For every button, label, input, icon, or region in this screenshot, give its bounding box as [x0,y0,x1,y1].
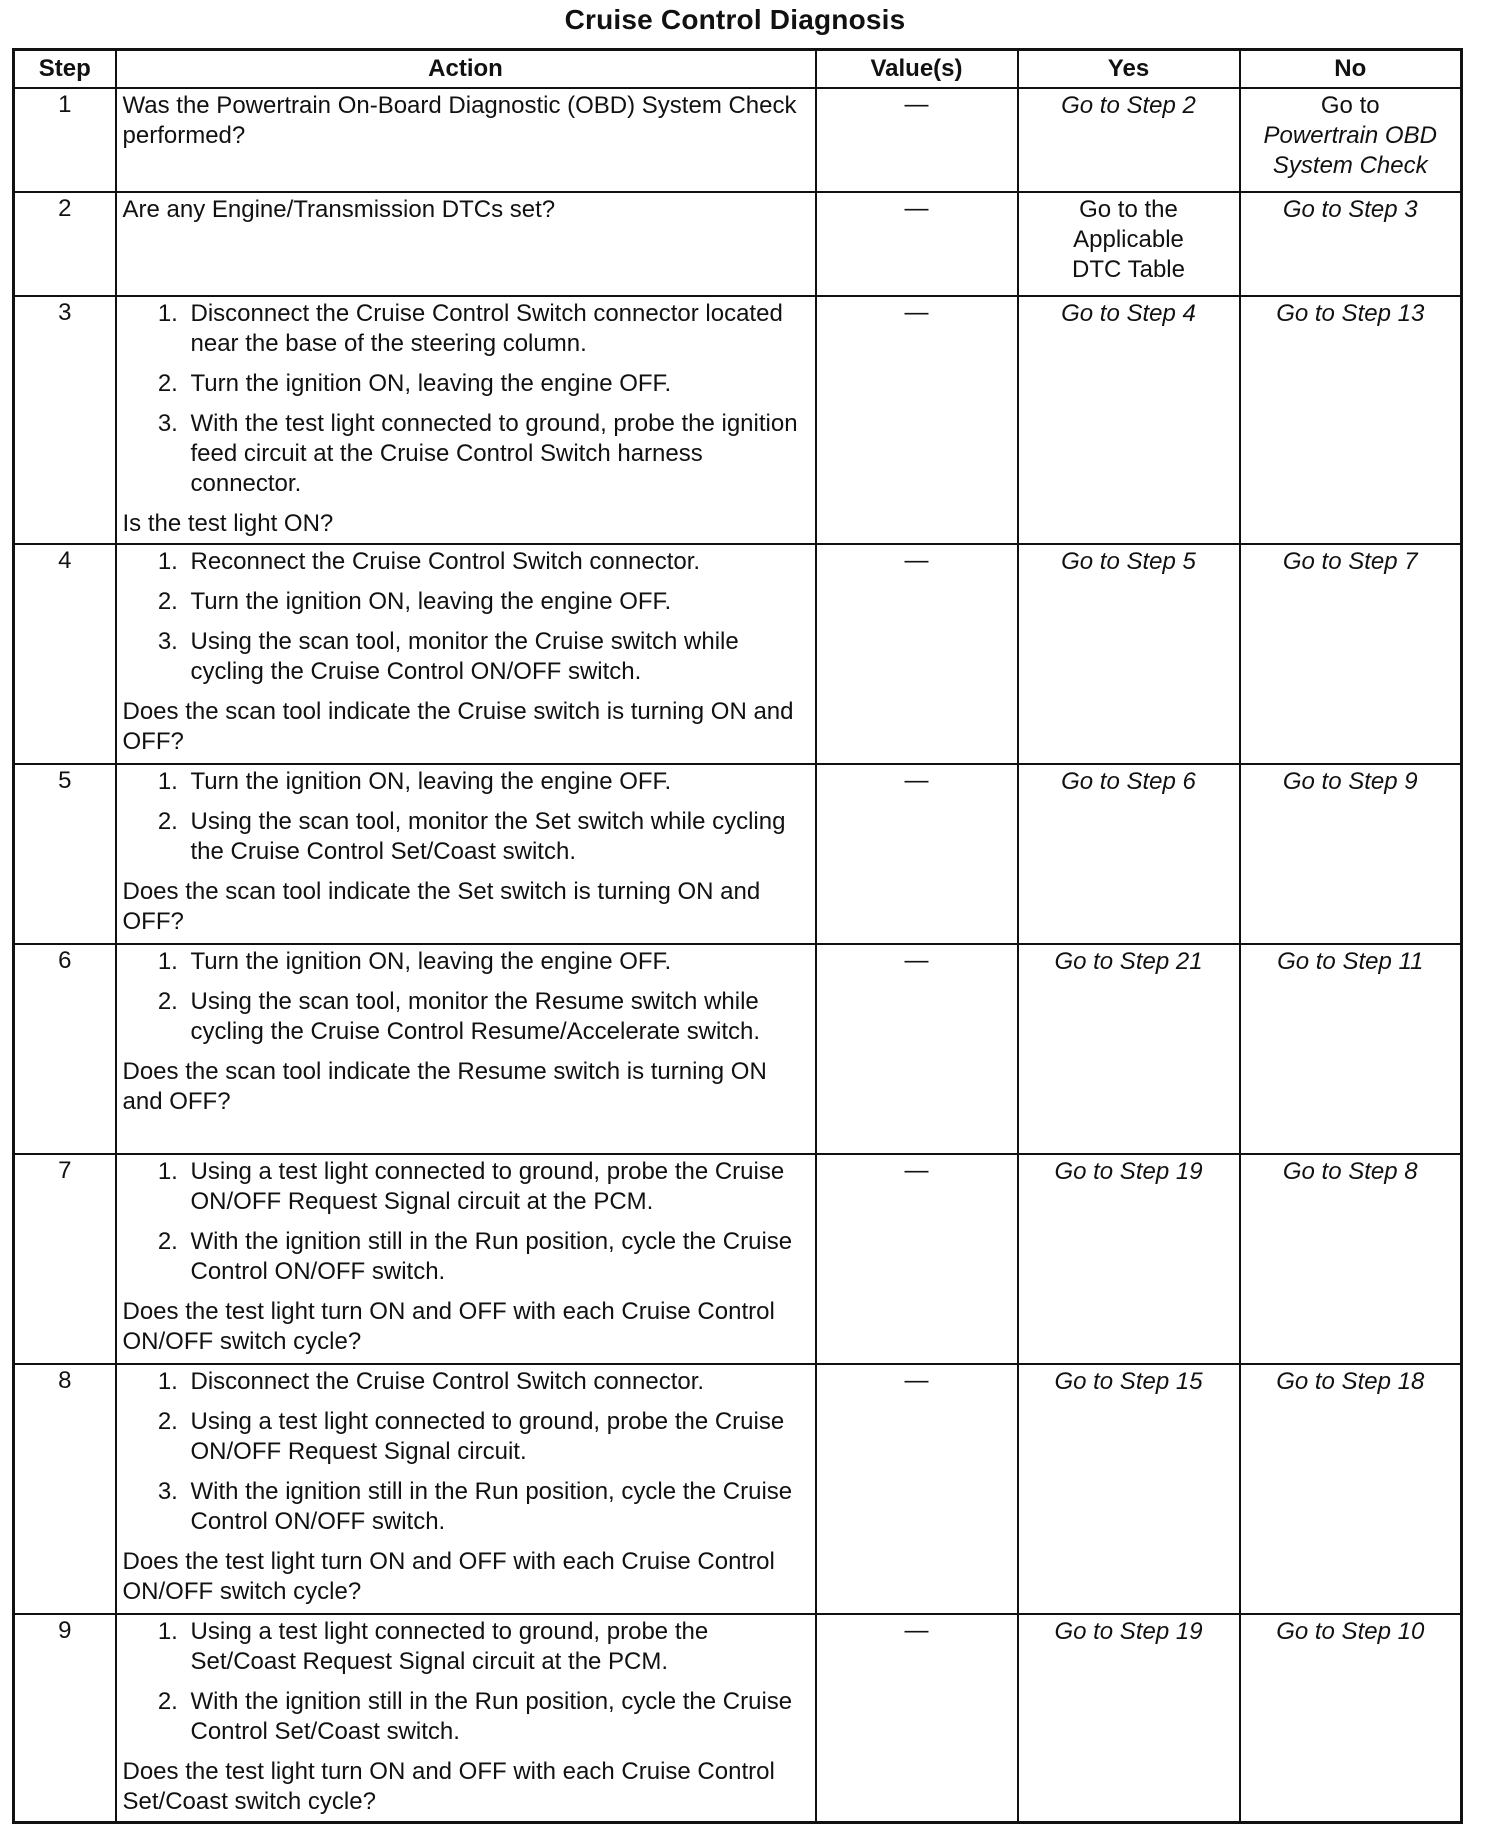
substep: 3. Using the scan tool, monitor the Cruise switch while cycling the Cruise Control ON/OFF switch. [185,627,809,687]
table-row [14,1154,1462,1364]
header-values: Value(s) [816,50,1018,89]
substep: 1. Reconnect the Cruise Control Switch connector. [185,547,809,577]
step-number: 6 [14,944,116,1154]
step-number: 8 [14,1364,116,1614]
substep: 1. Turn the ignition ON, leaving the engine OFF. [185,947,809,977]
table-row [14,944,1462,1154]
substep: 3. With the ignition still in the Run position, cycle the Cruise Control ON/OFF switch. [185,1477,809,1537]
substep: 2. With the ignition still in the Run position, cycle the Cruise Control ON/OFF switch. [185,1227,809,1287]
header-row [14,50,1462,89]
action-question: Are any Engine/Transmission DTCs set? [122,196,556,223]
yes-cell: Go to the Applicable DTC Table [1018,192,1240,296]
diagnosis-table [12,48,1463,1824]
header-yes: Yes [1018,50,1240,89]
value-cell: — [816,88,1018,192]
action-cell [116,296,816,544]
value-cell: — [816,544,1018,764]
no-cell: Go to Step 10 [1240,1614,1462,1822]
action-question: Is the test light ON? [122,510,334,537]
table-row [14,192,1462,296]
step-number: 1 [14,88,116,192]
yes-cell: Go to Step 4 [1018,296,1240,544]
action-cell [116,944,816,1154]
header-step: Step [14,50,116,89]
no-cell: Go to Step 3 [1240,192,1462,296]
value-cell: — [816,1614,1018,1822]
page-title: Cruise Control Diagnosis [564,4,906,35]
substep: 1. Using a test light connected to ground, probe the Cruise ON/OFF Request Signal circuit at the PCM. [185,1157,809,1217]
value-cell: — [816,764,1018,944]
table-row [14,88,1462,192]
substep-list [123,547,809,687]
header-no: No [1240,50,1462,89]
table-row [14,764,1462,944]
substep: 1. Turn the ignition ON, leaving the engine OFF. [185,767,809,797]
substep: 2. Turn the ignition ON, leaving the engine OFF. [185,587,809,617]
substep: 1. Using a test light connected to ground, probe the Set/Coast Request Signal circuit at the PCM. [185,1617,809,1677]
no-cell: Go to Step 13 [1240,296,1462,544]
yes-cell: Go to Step 6 [1018,764,1240,944]
no-cell: Go to Step 11 [1240,944,1462,1154]
action-cell [116,1364,816,1614]
substep: 2. Using the scan tool, monitor the Set switch while cycling the Cruise Control Set/Coast switch. [185,807,809,867]
action-question: Does the scan tool indicate the Cruise switch is turning ON and OFF? [122,698,794,755]
no-cell: Go to Step 7 [1240,544,1462,764]
yes-cell: Go to Step 5 [1018,544,1240,764]
yes-cell: Go to Step 15 [1018,1364,1240,1614]
table-row [14,1364,1462,1614]
yes-cell: Go to Step 21 [1018,944,1240,1154]
action-question: Was the Powertrain On-Board Diagnostic (OBD) System Check performed? [122,92,797,149]
substep-list [123,1617,809,1747]
header-action: Action [116,50,816,89]
no-cell [1240,88,1462,192]
table-row [14,296,1462,544]
value-cell: — [816,296,1018,544]
table-row [14,1614,1462,1822]
no-cell: Go to Step 9 [1240,764,1462,944]
substep: 3. With the test light connected to ground, probe the ignition feed circuit at the Cruise Control Switch harness connector. [185,409,809,499]
step-number: 7 [14,1154,116,1364]
action-cell [116,1614,816,1822]
action-cell [116,1154,816,1364]
yes-cell: Go to Step 2 [1018,88,1240,192]
action-cell [116,764,816,944]
step-number: 3 [14,296,116,544]
no-cell: Go to Step 18 [1240,1364,1462,1614]
substep: 2. With the ignition still in the Run position, cycle the Cruise Control Set/Coast switch. [185,1687,809,1747]
action-question: Does the test light turn ON and OFF with each Cruise Control ON/OFF switch cycle? [122,1298,775,1355]
substep: 2. Using the scan tool, monitor the Resume switch while cycling the Cruise Control Resume/Accelerate switch. [185,987,809,1047]
yes-cell: Go to Step 19 [1018,1614,1240,1822]
substep: 1. Disconnect the Cruise Control Switch connector. [185,1367,809,1397]
value-cell: — [816,192,1018,296]
value-cell: — [816,1154,1018,1364]
step-number: 2 [14,192,116,296]
action-question: Does the test light turn ON and OFF with each Cruise Control Set/Coast switch cycle? [122,1758,775,1815]
action-question: Does the scan tool indicate the Set switch is turning ON and OFF? [122,878,761,935]
no-goto-prefix: Go to [1320,92,1380,119]
no-cell: Go to Step 8 [1240,1154,1462,1364]
value-cell: — [816,944,1018,1154]
yes-cell: Go to Step 19 [1018,1154,1240,1364]
step-number: 4 [14,544,116,764]
no-goto-target: Powertrain OBD System Check [1263,122,1437,179]
substep: 2. Turn the ignition ON, leaving the engine OFF. [185,369,809,399]
action-question: Does the scan tool indicate the Resume switch is turning ON and OFF? [122,1058,767,1115]
substep: 2. Using a test light connected to ground, probe the Cruise ON/OFF Request Signal circuit. [185,1407,809,1467]
substep-list [123,299,809,499]
substep: 1. Disconnect the Cruise Control Switch connector located near the base of the steering column. [185,299,809,359]
step-number: 5 [14,764,116,944]
action-cell [116,192,816,296]
substep-list [123,947,809,1047]
action-cell [116,88,816,192]
substep-list [123,1367,809,1537]
substep-list [123,1157,809,1287]
action-cell [116,544,816,764]
substep-list [123,767,809,867]
action-question: Does the test light turn ON and OFF with each Cruise Control ON/OFF switch cycle? [122,1548,775,1605]
value-cell: — [816,1364,1018,1614]
step-number: 9 [14,1614,116,1822]
table-row [14,544,1462,764]
